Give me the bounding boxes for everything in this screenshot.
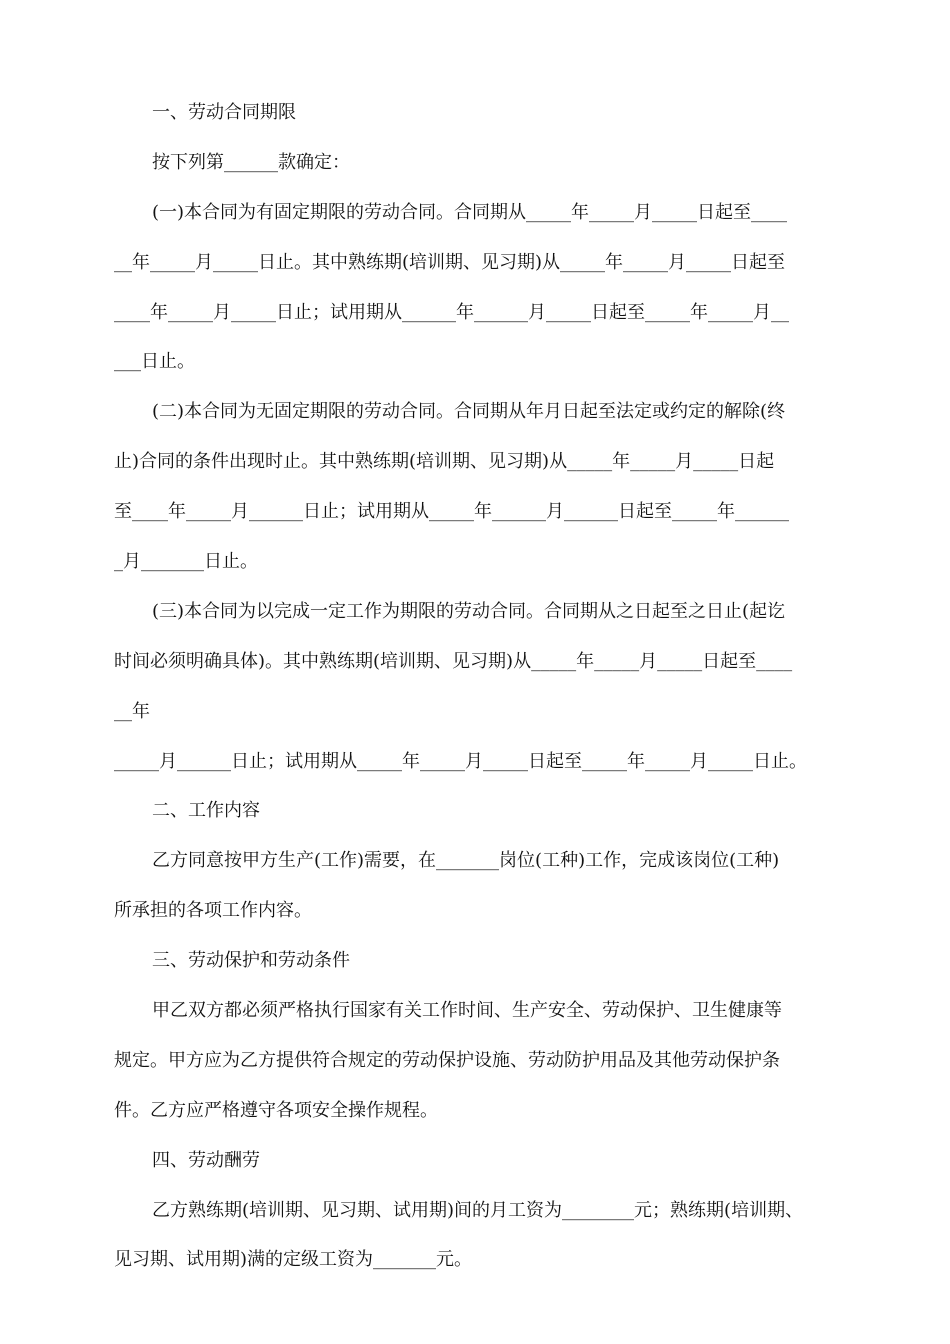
paragraph-line: ____年_____月_____日止；试用期从______年______月_____日起至_____年_____月__ xyxy=(114,301,789,323)
paragraph-line: ___日止。 xyxy=(114,351,195,373)
paragraph-line: __年 xyxy=(114,700,150,722)
paragraph-line: 按下列第______款确定： xyxy=(152,151,350,173)
paragraph-line: _____月______日止；试用期从_____年_____月_____日起至_____年_____月_____日止。 xyxy=(114,750,807,772)
paragraph-line: 时间必须明确具体)。其中熟练期(培训期、见习期)从_____年_____月_____日起至____ xyxy=(114,650,793,672)
paragraph-line: __年_____月_____日止。其中熟练期(培训期、见习期)从_____年_____月_____日起至 xyxy=(114,251,786,273)
paragraph-line: 所承担的各项工作内容。 xyxy=(114,900,312,922)
section-heading-work-content: 二、工作内容 xyxy=(152,800,260,822)
paragraph-line: 止)合同的条件出现时止。其中熟练期(培训期、见习期)从_____年_____月_____日起 xyxy=(114,451,775,473)
section-heading-remuneration: 四、劳动酬劳 xyxy=(152,1149,260,1171)
paragraph-line: 见习期、试用期)满的定级工资为_______元。 xyxy=(114,1249,473,1271)
section-heading-contract-term: 一、劳动合同期限 xyxy=(152,102,296,123)
paragraph-line: 规定。甲方应为乙方提供符合规定的劳动保护设施、劳动防护用品及其他劳动保护条 xyxy=(114,1049,780,1071)
paragraph-line: 乙方熟练期(培训期、见习期、试用期)间的月工资为________元；熟练期(培训期、 xyxy=(152,1199,804,1221)
paragraph-line: 件。乙方应严格遵守各项安全操作规程。 xyxy=(114,1099,438,1121)
section-heading-labor-protection: 三、劳动保护和劳动条件 xyxy=(152,950,350,972)
paragraph-line: 乙方同意按甲方生产(工作)需要，在_______岗位(工种)工作，完成该岗位(工种) xyxy=(152,850,780,872)
paragraph-line: (三)本合同为以完成一定工作为期限的劳动合同。合同期从之日起至之日止(起讫 xyxy=(152,600,786,622)
paragraph-line: (一)本合同为有固定期限的劳动合同。合同期从_____年_____月_____日起至____ xyxy=(152,201,788,223)
paragraph-line: 至____年_____月______日止；试用期从_____年______月______日起至_____年______ xyxy=(114,501,789,523)
document-page xyxy=(114,97,838,1294)
paragraph-line: (二)本合同为无固定期限的劳动合同。合同期从年月日起至法定或约定的解除(终 xyxy=(152,401,786,423)
paragraph-line: _月_______日止。 xyxy=(114,551,258,573)
paragraph-line: 甲乙双方都必须严格执行国家有关工作时间、生产安全、劳动保护、卫生健康等 xyxy=(152,1000,782,1022)
